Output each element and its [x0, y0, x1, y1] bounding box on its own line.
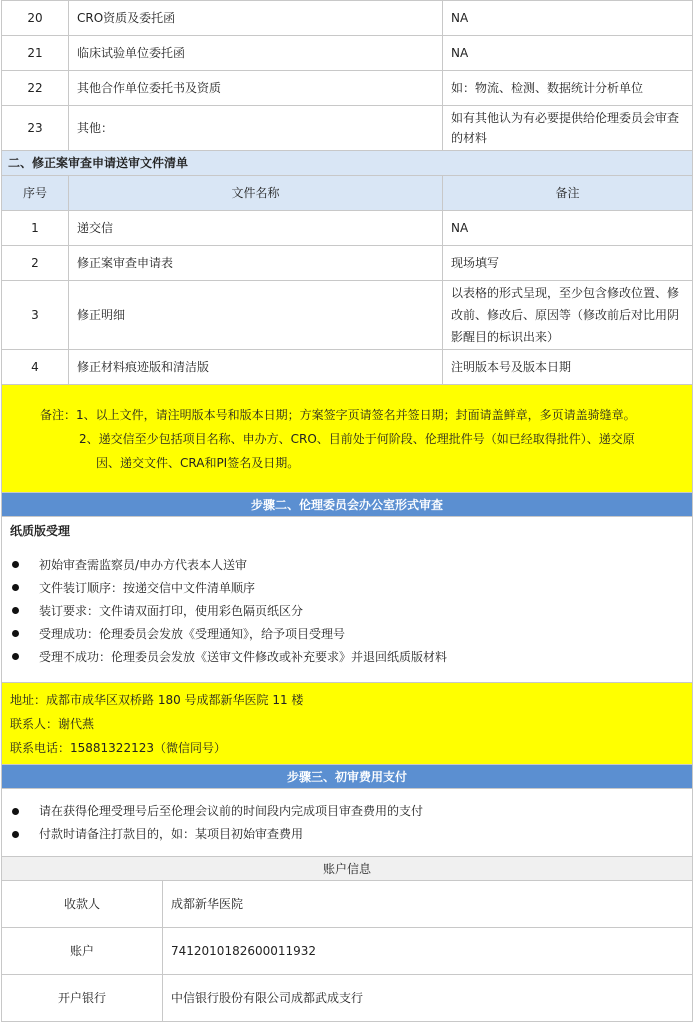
contact-phone: 联系电话：15881322123（微信同号） — [10, 740, 226, 755]
list-item — [2, 599, 692, 622]
account-value: 中信银行股份有限公司成都武成支行 — [163, 975, 693, 1022]
account-label: 开户银行 — [2, 975, 163, 1022]
step2-content-row — [2, 517, 693, 683]
file-note: 如有其他认为有必要提供给伦理委员会审查的材料 — [443, 106, 693, 151]
list-item — [2, 645, 692, 668]
remark-line-1: 备注：1、以上文件，请注明版本号和版本日期；方案签字页请签名并签日期；封面请盖鲜章，多页请盖骑缝章。 — [40, 407, 636, 422]
file-note: NA — [443, 211, 693, 246]
list-item — [2, 622, 692, 645]
column-header-no: 序号 — [2, 176, 69, 211]
column-header-row — [2, 176, 693, 211]
step2-title: 步骤二、伦理委员会办公室形式审查 — [2, 493, 693, 517]
row-number: 22 — [2, 71, 69, 106]
step-bar-row — [2, 765, 693, 789]
list-item-text: 付款时请备注打款目的，如：某项目初始审查费用 — [39, 827, 304, 841]
account-header-row — [2, 857, 693, 881]
list-item-text: 装订要求：文件请双面打印，使用彩色隔页纸区分 — [39, 603, 304, 618]
file-note: 如：物流、检测、数据统计分析单位 — [443, 71, 693, 106]
file-name: 修正明细 — [69, 281, 443, 350]
contact-person: 联系人：谢代燕 — [10, 716, 95, 731]
row-number: 3 — [2, 281, 69, 350]
contact-box — [2, 683, 693, 765]
step3-title: 步骤三、初审费用支付 — [2, 765, 693, 789]
list-item — [2, 823, 692, 846]
list-item — [2, 800, 692, 823]
account-row — [2, 881, 693, 928]
file-note: 以表格的形式呈现，至少包含修改位置、修改前、修改后、原因等（修改前后对比用阴影醒目的标识出来） — [443, 281, 693, 350]
list-item-text: 请在获得伦理受理号后至伦理会议前的时间段内完成项目审查费用的支付 — [39, 804, 424, 818]
list-item-text: 初始审查需监察员/申办方代表本人送审 — [39, 557, 248, 572]
account-label: 收款人 — [2, 881, 163, 928]
file-list-table — [1, 0, 693, 857]
account-table — [1, 856, 693, 1022]
row-number: 23 — [2, 106, 69, 151]
column-header-note: 备注 — [443, 176, 693, 211]
contact-row — [2, 683, 693, 765]
row-number: 4 — [2, 350, 69, 385]
table-row — [2, 71, 693, 106]
step3-content-row — [2, 789, 693, 857]
step-bar-row — [2, 493, 693, 517]
account-title: 账户信息 — [2, 857, 693, 881]
remarks-box — [2, 385, 693, 493]
table-row — [2, 106, 693, 151]
bullet-icon — [12, 561, 19, 568]
account-value: 7412010182600011932 — [163, 928, 693, 975]
bullet-icon — [12, 808, 19, 815]
account-row — [2, 975, 693, 1022]
row-number: 1 — [2, 211, 69, 246]
file-name: 其他： — [69, 106, 443, 151]
table-row — [2, 281, 693, 350]
account-label: 账户 — [2, 928, 163, 975]
file-note: NA — [443, 36, 693, 71]
section-header-row — [2, 151, 693, 176]
contact-address: 地址：成都市成华区双桥路 180 号成都新华医院 11 楼 — [10, 692, 304, 707]
table-row — [2, 1, 693, 36]
file-name: 修正案审查申请表 — [69, 246, 443, 281]
bullet-icon — [12, 630, 19, 637]
list-item-text: 受理成功：伦理委员会发放《受理通知》，给予项目受理号 — [39, 626, 346, 641]
document — [1, 0, 694, 1022]
bullet-icon — [12, 607, 19, 614]
section-title: 二、修正案审查申请送审文件清单 — [2, 151, 693, 176]
remarks-row — [2, 385, 693, 493]
list-item-text: 受理不成功：伦理委员会发放《送审文件修改或补充要求》并退回纸质版材料 — [39, 649, 448, 664]
column-header-name: 文件名称 — [69, 176, 443, 211]
file-name: 其他合作单位委托书及资质 — [69, 71, 443, 106]
list-item — [2, 553, 692, 576]
remark-line-3: 因、递交文件、CRA和PI签名及日期。 — [96, 455, 300, 470]
list-item — [2, 576, 692, 599]
file-name: 临床试验单位委托函 — [69, 36, 443, 71]
file-note: 现场填写 — [443, 246, 693, 281]
table-row — [2, 211, 693, 246]
remark-line-2: 2、递交信至少包括项目名称、申办方、CRO、目前处于何阶段、伦理批件号（如已经取得批件）、递交原 — [79, 431, 635, 446]
account-row — [2, 928, 693, 975]
row-number: 21 — [2, 36, 69, 71]
table-row — [2, 246, 693, 281]
bullet-icon — [12, 831, 19, 838]
file-note: 注明版本号及版本日期 — [443, 350, 693, 385]
step2-subtitle: 纸质版受理 — [10, 524, 71, 538]
bullet-icon — [12, 584, 19, 591]
step3-content — [2, 789, 693, 857]
table-row — [2, 36, 693, 71]
file-name: 修正材料痕迹版和清洁版 — [69, 350, 443, 385]
row-number: 2 — [2, 246, 69, 281]
table-row — [2, 350, 693, 385]
step2-content — [2, 517, 693, 683]
file-note: NA — [443, 1, 693, 36]
file-name: 递交信 — [69, 211, 443, 246]
file-name: CRO资质及委托函 — [69, 1, 443, 36]
list-item-text: 文件装订顺序：按递交信中文件清单顺序 — [39, 580, 256, 595]
bullet-icon — [12, 653, 19, 660]
row-number: 20 — [2, 1, 69, 36]
account-value: 成都新华医院 — [163, 881, 693, 928]
